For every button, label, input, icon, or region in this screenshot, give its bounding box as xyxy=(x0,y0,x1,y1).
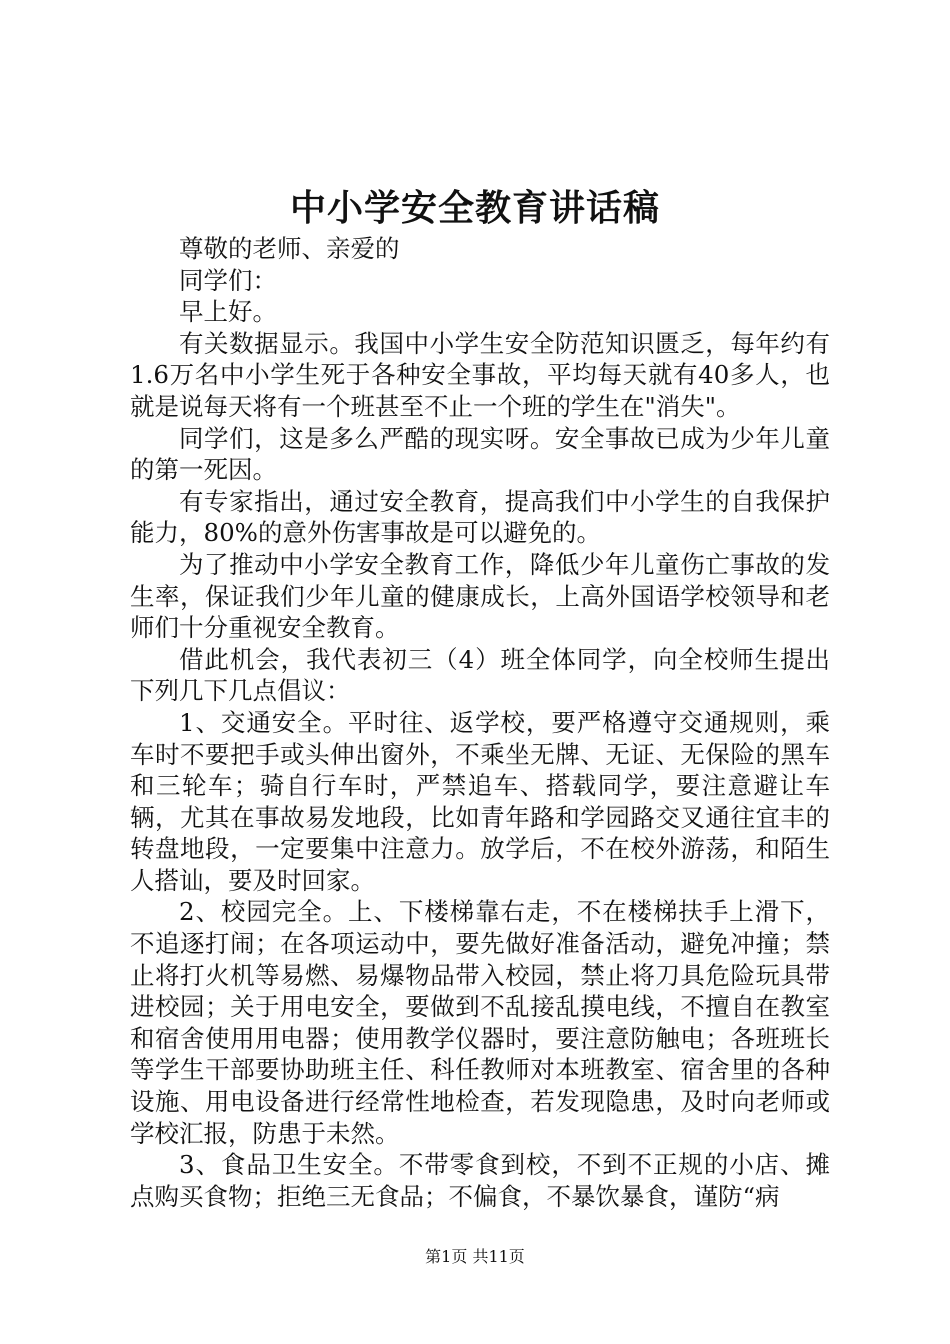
paragraph: 有关数据显示。我国中小学生安全防范知识匮乏，每年约有1.6万名中小学生死于各种安全事故，平均每天就有40多人，也就是说每天将有一个班甚至不止一个班的学生在"消失"。 xyxy=(130,328,830,421)
page-title: 中小学安全教育讲话稿 xyxy=(289,187,660,229)
paragraph: 有专家指出，通过安全教育，提高我们中小学生的自我保护能力，80%的意外伤害事故是可以避免的。 xyxy=(130,486,830,548)
paragraph: 借此机会，我代表初三（4）班全体同学，向全校师生提出下列几下几点倡议： xyxy=(130,644,830,706)
paragraph-salutation-cont: 同学们： xyxy=(179,265,277,295)
paragraph-item-campus: 2、校园完全。上、下楼梯靠右走，不在楼梯扶手上滑下，不追逐打闹；在各项运动中，要先做好准备活动，避免冲撞；禁止将打火机等易燃、易爆物品带入校园，禁止将刀具危险玩具带进校园；关于用电安全，要做到不乱接乱摸电线，不擅自在教室和宿舍使用用电器；使用教学仪器时，要注意防触电；各班班长等学生干部要协助班主任、科任教师对本班教室、宿舍里的各种设施、用电设备进行经常性地检查，若发现隐患，及时向老师或学校汇报，防患于未然。 xyxy=(130,897,830,1148)
paragraph: 同学们，这是多么严酷的现实呀。安全事故已成为少年儿童的第一死因。 xyxy=(130,423,830,485)
page-number: 第1页 共11页 xyxy=(425,1247,525,1266)
paragraph-greeting: 早上好。 xyxy=(179,297,277,327)
paragraph-item-traffic: 1、交通安全。平时往、返学校，要严格遵守交通规则，乘车时不要把手或头伸出窗外，不乘坐无牌、无证、无保险的黑车和三轮车；骑自行车时，严禁追车、搭载同学，要注意避让车辆，尤其在事故易发地段，比如青年路和学园路交叉通往宜丰的转盘地段，一定要集中注意力。放学后，不在校外游荡，和陌生人搭讪，要及时回家。 xyxy=(130,707,830,895)
paragraph-item-food: 3、食品卫生安全。不带零食到校，不到不正规的小店、摊点购买食物；拒绝三无食品；不偏食，不暴饮暴食，谨防“病 xyxy=(130,1150,830,1211)
paragraph: 为了推动中小学安全教育工作，降低少年儿童伤亡事故的发生率，保证我们少年儿童的健康成长，上高外国语学校领导和老师们十分重视安全教育。 xyxy=(130,549,830,643)
document-body xyxy=(130,233,830,1212)
paragraph-salutation: 尊敬的老师、亲爱的 xyxy=(179,234,400,263)
